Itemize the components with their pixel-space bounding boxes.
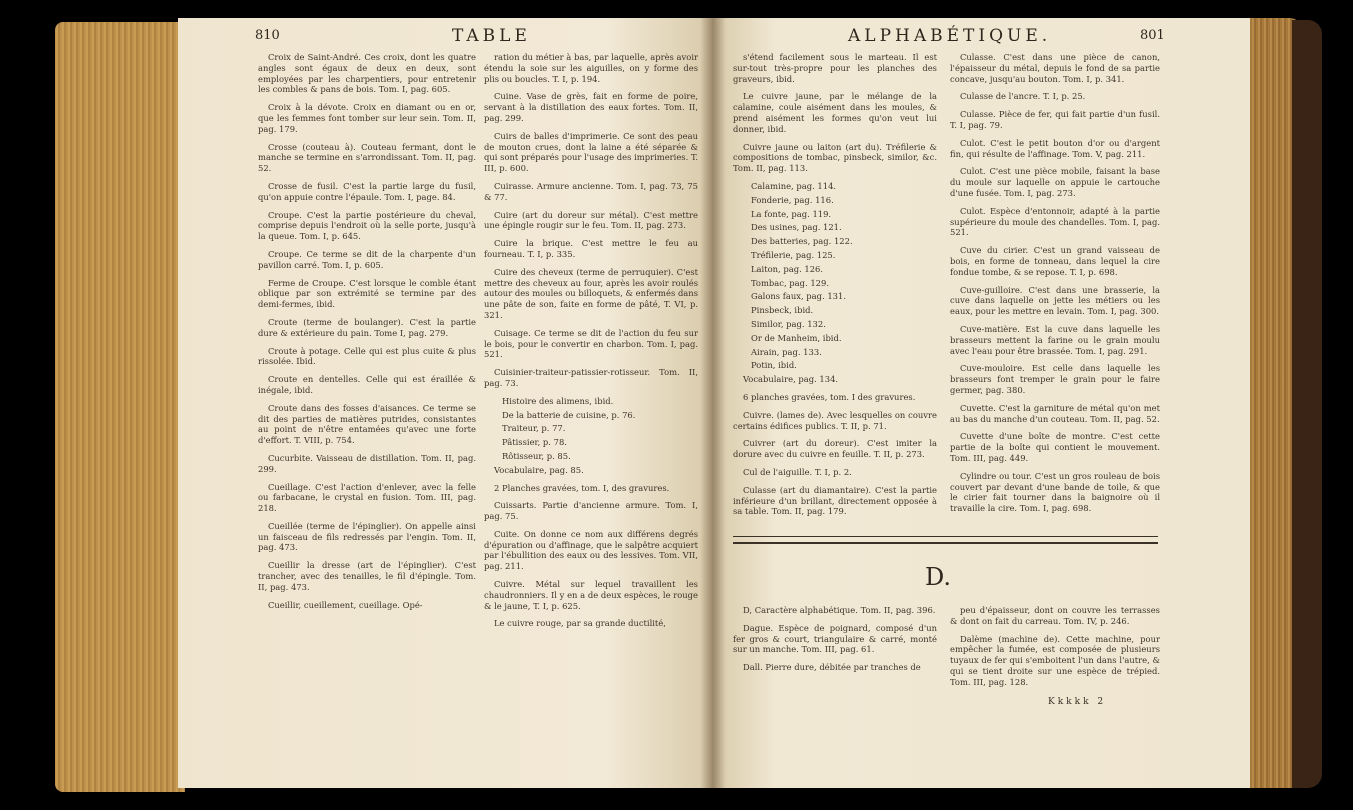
index-subitem: De la batterie de cuisine, p. 76. (502, 409, 636, 420)
index-entry: ration du métier à bas, par laquelle, après avoir étendu la soie sur les aiguilles, on y forme des plis ou boucles. T. I, p. 194. (484, 52, 698, 84)
index-entry: Cuivre jaune ou laiton (art du). Tréfilerie & compositions de tombac, pinsbeck, similor, &c. Tom. II, pag. 113. (733, 141, 937, 174)
index-entry: Cueillage. C'est l'action d'enlever, avec la felle ou farbacane, le crystal en fusion. Tom. III, pag. 218. (258, 481, 476, 514)
book-cover-right (1292, 20, 1322, 788)
index-entry: Cuine. Vase de grès, fait en forme de poire, servant à la distillation des eaux fortes. Tom. II, pag. 299. (484, 91, 698, 123)
index-entry: Cuvette. C'est la garniture de métal qu'on met au bas du manche d'un couteau. Tom. II, pag. 52. (950, 402, 1160, 424)
index-entry: Croute à potage. Celle qui est plus cuite & plus rissolée. Ibid. (258, 345, 476, 367)
index-subitem: Calamine, pag. 114. (751, 180, 837, 191)
index-subitem: Histoire des alimens, ibid. (502, 395, 614, 406)
index-entry: Cylindre ou tour. C'est un gros rouleau de bois couvert par devant d'une bande de toile, & que le cirier fait tourner dans la baignoire où il travaille la cire. Tom. I, pag. 698. (950, 470, 1160, 514)
index-entry: Cuirs de balles d'imprimerie. Ce sont des peau de mouton crues, dont la laine a été séparée & qui sont préparés pour l'usage des imprimeries. T. III, p. 600. (484, 130, 698, 174)
index-subitem: Des usines, pag. 121. (751, 222, 842, 233)
index-entry: Vocabulaire, pag. 85. (494, 464, 584, 475)
index-entry: Cucurbite. Vaisseau de distillation. Tom. II, pag. 299. (258, 452, 476, 474)
index-entry: Crosse de fusil. C'est la partie large du fusil, qu'on appuie contre l'épaule. Tom. I, page. 84. (258, 180, 476, 202)
index-entry: Le cuivre jaune, par le mélange de la calamine, coule aisément dans les moules, & prend aisément les formes qu'on veut lui donner, ibid. (733, 91, 937, 134)
index-subitem: Airain, pag. 133. (751, 346, 822, 357)
index-subitem: Rôtisseur, p. 85. (502, 450, 571, 461)
index-subitem: Or de Manheim, ibid. (751, 332, 842, 343)
section-divider-rule (733, 536, 1158, 544)
book-gutter (700, 18, 726, 788)
index-entry: Croute dans des fosses d'aisances. Ce terme se dit des parties de matières putrides, consistantes au point de n'être entamées qu'avec une forte d'effort. T. VIII, p. 754. (258, 402, 476, 446)
index-subitem: Tombac, pag. 129. (751, 277, 829, 288)
index-entry: Cuire (art du doreur sur métal). C'est mettre une épingle rougir sur le feu. Tom. II, pag. 273. (484, 209, 698, 231)
index-entry: Culot. C'est une pièce mobile, faisant la base du moule sur laquelle on appuie le cartouche d'une fusée. Tom. I, pag. 273. (950, 166, 1160, 198)
index-entry: Cuve-mouloire. Est celle dans laquelle les brasseurs font tremper le grain pour le faire germer, pag. 380. (950, 363, 1160, 395)
index-entry: Cueillir la dresse (art de l'épinglier). C'est trancher, avec des tenailles, le fil d'épingle. Tom. II, pag. 473. (258, 560, 476, 592)
index-entry: Croupe. C'est la partie postérieure du cheval, comprise depuis l'endroit où la selle porte, jusqu'à la queue. Tom. I, p. 645. (258, 209, 476, 242)
right-running-head: ALPHABÉTIQUE. (848, 26, 1052, 46)
index-entry: Croix à la dévote. Croix en diamant ou en or, que les femmes font tomber sur leur sein. Tom. II, pag. 179. (258, 102, 476, 134)
index-entry: Ferme de Croupe. C'est lorsque le comble étant oblique par son extrémité se termine par des demi-fermes, ibid. (258, 277, 476, 310)
index-entry: Dall. Pierre dure, débitée par tranches de (743, 662, 921, 673)
index-entry: Cuivre. (lames de). Avec lesquelles on couvre certains édifices publics. T. II, p. 71. (733, 409, 937, 431)
index-entry: Cuve-guilloire. C'est dans une brasserie, la cuve dans laquelle on jette les métiers ou les eaux, pour les mettre en levain. Tom. I, pag. 300. (950, 284, 1160, 317)
right-page-number: 801 (1140, 28, 1165, 43)
index-subitem: Fonderie, pag. 116. (751, 194, 834, 205)
index-entry: 6 planches gravées, tom. I des gravures. (743, 391, 916, 402)
index-entry: Vocabulaire, pag. 134. (743, 374, 839, 385)
index-entry: Cueillée (terme de l'épinglier). On appelle ainsi un faisceau de fils redressés par l'engin. Tom. II, pag. 473. (258, 520, 476, 553)
index-entry: Croix de Saint-André. Ces croix, dont les quatre angles sont égaux de deux en deux, sont employées par les charpentiers, pour entretenir les combles & pans de bois. Tom. I, pag. 605. (258, 52, 476, 95)
index-entry: Culasse (art du diamantaire). C'est la partie inférieure d'un brillant, directement opposée à sa table. Tom. II, pag. 179. (733, 484, 937, 517)
page-edges-left (55, 22, 185, 792)
index-entry: Cuite. On donne ce nom aux différens degrés d'épuration ou d'affinage, que le salpêtre acquiert par l'ébullition des eaux ou des lessives. Tom. VII, pag. 211. (484, 528, 698, 572)
index-subitem: Potin, ibid. (751, 360, 797, 371)
index-entry: Le cuivre rouge, par sa grande ductilité, (494, 618, 666, 629)
right-column-1 (733, 52, 937, 524)
section-letter-d: D. (925, 563, 952, 591)
right-column-2 (950, 52, 1160, 521)
index-entry: s'étend facilement sous le marteau. Il est sur-tout très-propre pour les planches des graveurs, ibid. (733, 52, 937, 84)
index-entry: Culasse. C'est dans une pièce de canon, l'épaisseur du métal, depuis le fond de sa partie concave, jusqu'au bouton. Tom. I, p. 341. (950, 52, 1160, 84)
index-entry: Dalème (machine de). Cette machine, pour empêcher la fumée, est composée de plusieurs tuyaux de fer qui s'emboitent l'un dans l'autre, & qui se tient droite sur une espèce de trépied. Tom. III, pag. 128. (950, 633, 1160, 687)
index-entry: peu d'épaisseur, dont on couvre les terrasses & dont on fait du carreau. Tom. IV, p. 246. (950, 605, 1160, 626)
index-entry: D, Caractère alphabétique. Tom. II, pag. 396. (743, 605, 936, 615)
index-subitem: Galons faux, pag. 131. (751, 291, 846, 302)
index-entry: Croute en dentelles. Celle qui est éraillée & inégale, ibid. (258, 374, 476, 395)
index-entry: Cuisinier-traiteur-patissier-rotisseur. Tom. II, pag. 73. (484, 367, 698, 388)
index-entry: Cuire la brique. C'est mettre le feu au fourneau. T. I, p. 335. (484, 238, 698, 259)
index-entry: Cuissarts. Partie d'ancienne armure. Tom. I, pag. 75. (484, 500, 698, 522)
index-entry: Cuvette d'une boîte de montre. C'est cette partie de la boîte qui contient le mouvement. Tom. III, pag. 449. (950, 431, 1160, 463)
index-entry: Cul de l'aiguille. T. I, p. 2. (743, 466, 852, 477)
left-page-number: 810 (255, 28, 280, 43)
index-entry: Cuve du cirier. C'est un grand vaisseau de bois, en forme de tonneau, dans lequel la cire fondue tombe, & se repose. T. I, p. 698. (950, 245, 1160, 277)
index-subitem: Pinsbeck, ibid. (751, 305, 814, 316)
index-entry: Croupe. Ce terme se dit de la charpente d'un pavillon carré. Tom. I, p. 605. (258, 248, 476, 270)
index-entry: Cuire des cheveux (terme de perruquier). C'est mettre des cheveux au four, après les avoir roulés autour des moules ou billoquets, & enfermés dans une pâte de son, faite en forme de pâté, T. VI, p. 321. (484, 266, 698, 320)
right-d-column-2 (950, 605, 1160, 695)
index-subitem: Des batteries, pag. 122. (751, 236, 853, 247)
index-entry: Culot. Espèce d'entonnoir, adapté à la partie supérieure du moule des chandelles. Tom. I, pag. 521. (950, 205, 1160, 238)
index-subitem: Tréfilerie, pag. 125. (751, 249, 836, 260)
left-running-head: TABLE (452, 26, 531, 46)
index-subitem: Laiton, pag. 126. (751, 263, 824, 274)
index-entry: 2 Planches gravées, tom. I, des gravures. (494, 482, 670, 493)
left-column-2 (484, 52, 698, 636)
right-d-column-1 (733, 605, 937, 680)
index-entry: Cuivrer (art du doreur). C'est imiter la dorure avec du cuivre en feuille. T. II, p. 273. (733, 438, 937, 460)
index-entry: Culasse de l'ancre. T. I, p. 25. (960, 91, 1086, 102)
index-entry: Culasse. Pièce de fer, qui fait partie d'un fusil. T. I, pag. 79. (950, 109, 1160, 130)
index-entry: Cueillir, cueillement, cueillage. Opé- (268, 599, 423, 610)
index-entry: Crosse (couteau à). Couteau fermant, dont le manche se termine en s'arrondissant. Tom. II, pag. 52. (258, 141, 476, 174)
signature-mark: Kkkkk 2 (1048, 697, 1107, 707)
index-entry: Cuirasse. Armure ancienne. Tom. I, pag. 73, 75 & 77. (484, 180, 698, 202)
left-column-1 (258, 52, 476, 617)
index-subitem: Similor, pag. 132. (751, 318, 826, 329)
index-subitem: La fonte, pag. 119. (751, 208, 832, 219)
index-entry: Dague. Espèce de poignard, composé d'un fer gros & court, triangulaire & carré, monté sur un manche. Tom. III, pag. 61. (733, 622, 937, 655)
index-entry: Cuisage. Ce terme se dit de l'action du feu sur le bois, pour le convertir en charbon. Tom. I, pag. 521. (484, 327, 698, 360)
index-entry: Culot. C'est le petit bouton d'or ou d'argent fin, qui résulte de l'affinage. Tom. V, pag. 211. (950, 137, 1160, 159)
index-subitem: Traiteur, p. 77. (502, 423, 566, 434)
index-entry: Croute (terme de boulanger). C'est la partie dure & extérieure du pain. Tome I, pag. 279. (258, 316, 476, 338)
index-entry: Cuve-matière. Est la cuve dans laquelle les brasseurs mettent la farine ou le grain moulu avec l'eau pour être brassée. Tom. I, pag. 291. (950, 323, 1160, 356)
index-subitem: Pâtissier, p. 78. (502, 437, 567, 448)
index-entry: Cuivre. Métal sur lequel travaillent les chaudronniers. Il y en a de deux espèces, le rouge & le jaune, T. I, p. 625. (484, 579, 698, 611)
